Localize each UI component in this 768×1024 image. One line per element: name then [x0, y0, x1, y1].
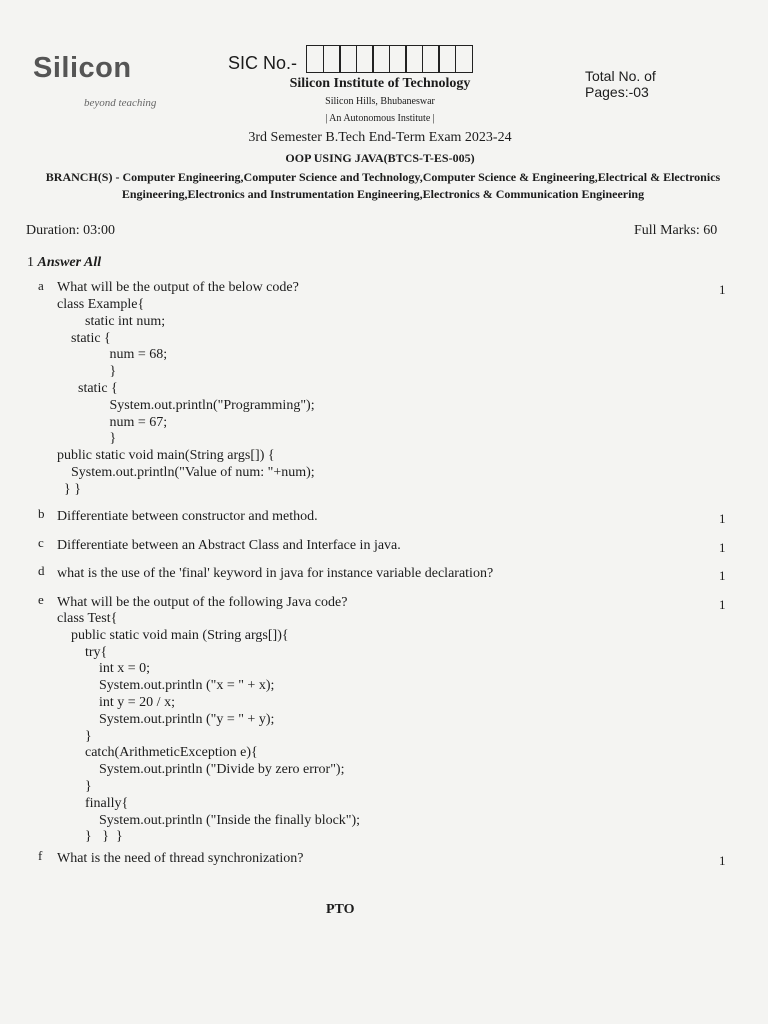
question-text: What will be the output of the following Java code?	[57, 595, 348, 610]
sic-label: SIC No.-	[228, 53, 298, 73]
institute-name: Silicon Institute of Technology	[289, 76, 471, 91]
logo-tagline: beyond teaching	[84, 97, 157, 109]
total-pages: Total No. of Pages:-03	[585, 68, 656, 100]
institute-address: Silicon Hills, Bhubaneswar	[325, 96, 435, 107]
sic-box	[405, 45, 423, 73]
question-marks: 1	[719, 568, 726, 583]
sic-box	[356, 45, 374, 73]
sic-box	[455, 45, 473, 73]
question-letter: f	[38, 848, 43, 863]
subject-title: OOP USING JAVA(BTCS-T-ES-005)	[285, 151, 475, 165]
sic-box	[422, 45, 440, 73]
question-marks: 1	[719, 511, 726, 526]
sic-box	[438, 45, 456, 73]
institute-status: | An Autonomous Institute |	[325, 113, 435, 124]
question-letter: b	[38, 506, 45, 521]
full-marks: Full Marks: 60	[634, 223, 718, 238]
question-text: what is the use of the 'final' keyword in java for instance variable declaration?	[57, 566, 494, 581]
question-text: Differentiate between an Abstract Class and Interface in java.	[57, 538, 401, 553]
question-text: What is the need of thread synchronization?	[57, 851, 304, 866]
question-letter: d	[38, 563, 45, 578]
question-text: Differentiate between constructor and method.	[57, 509, 318, 524]
sic-box	[306, 45, 324, 73]
question-letter: e	[38, 592, 44, 607]
exam-title: 3rd Semester B.Tech End-Term Exam 2023-24	[248, 130, 512, 145]
sic-box	[372, 45, 390, 73]
question-marks: 1	[719, 597, 726, 612]
question-text: What will be the output of the below code?	[57, 280, 299, 295]
sic-number-boxes	[306, 45, 471, 73]
question-letter: c	[38, 535, 44, 550]
section-title: Answer All	[37, 255, 102, 270]
question-marks: 1	[719, 853, 726, 868]
section-heading	[27, 255, 101, 271]
logo: Silicon	[33, 52, 132, 84]
branch-list: BRANCH(S) - Computer Engineering,Computer Science and Technology,Computer Science & Engineering,Electrical & Electronics Engineering,Electronics and Instrumentation Engineering,Electronics & Communication Engineering	[45, 170, 721, 201]
section-number: 1	[27, 255, 34, 270]
pto-label: PTO	[326, 902, 355, 917]
question-letter: a	[38, 278, 44, 293]
question-marks: 1	[719, 282, 726, 297]
code-block: class Test{ public static void main (String args[]){ try{ int x = 0; System.out.println ("x = " + x); int y = 20 / x; System.out.println ("y = " + y); } catch(ArithmeticException e){ System.out.println ("Divide by zero error"); } finally{ System.out.println ("Inside the finally block"); } } }	[57, 611, 361, 845]
sic-box	[323, 45, 341, 73]
sic-box	[389, 45, 407, 73]
sic-box	[339, 45, 357, 73]
duration: Duration: 03:00	[26, 223, 116, 238]
code-block: class Example{ static int num; static { num = 68; } static { System.out.println("Programming"); num = 67; } public static void main(String args[]) { System.out.println("Value of num: "+num); } }	[57, 297, 315, 497]
question-marks: 1	[719, 540, 726, 555]
